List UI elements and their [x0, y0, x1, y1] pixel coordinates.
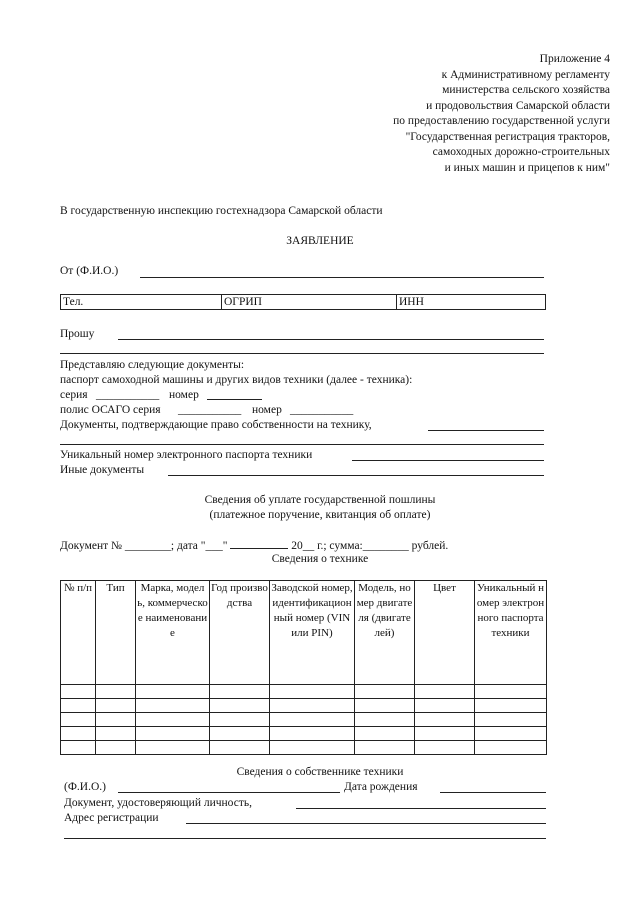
- col-header: Модель, номер двигателя (двигателей): [355, 581, 415, 685]
- header-line: министерства сельского хозяйства: [442, 84, 610, 96]
- col-header: Уникальный номер электронного паспорта техники: [475, 581, 547, 685]
- epassport-field[interactable]: [352, 460, 544, 461]
- header-line: и иных машин и прицепов к ним": [444, 161, 610, 174]
- ownership-text: Документы, подтверждающие право собственности на технику,: [60, 419, 372, 431]
- dob-label: Дата рождения: [344, 781, 418, 793]
- col-header: Год производства: [210, 581, 270, 685]
- id-doc-field[interactable]: [296, 808, 546, 809]
- tech-table: [60, 580, 547, 755]
- date-day-field[interactable]: ___: [205, 540, 223, 552]
- address-label: Адрес регистрации: [64, 812, 159, 824]
- col-header: Заводской номер, идентификационный номер (VIN или PIN): [270, 581, 355, 685]
- sum-field[interactable]: ________: [362, 540, 409, 552]
- date-quote: ": [222, 540, 228, 552]
- doc-no-field[interactable]: ________: [124, 540, 171, 552]
- fee-line: [60, 538, 448, 553]
- box-divider: [221, 295, 222, 309]
- header-line: "Государственная регистрация тракторов,: [405, 130, 610, 143]
- series-field[interactable]: ___________: [96, 389, 160, 401]
- tel-label: Тел.: [63, 296, 84, 308]
- table-row[interactable]: [61, 727, 547, 741]
- date-month-field[interactable]: [230, 538, 288, 549]
- osago-number-label: номер: [252, 404, 282, 416]
- from-field[interactable]: [140, 277, 544, 278]
- id-doc-label: Документ, удостоверяющий личность,: [64, 797, 252, 809]
- from-label: От (Ф.И.О.): [60, 265, 119, 277]
- sum-label: г.; сумма:: [317, 540, 363, 552]
- request-field-2[interactable]: [60, 353, 544, 354]
- number-field[interactable]: [207, 399, 262, 400]
- year-prefix: 20: [291, 540, 303, 552]
- osago-series-field[interactable]: ___________: [178, 404, 242, 416]
- table-row[interactable]: [61, 699, 547, 713]
- tech-heading: Сведения о технике: [271, 553, 369, 565]
- request-label: Прошу: [60, 328, 95, 340]
- table-row[interactable]: [61, 713, 547, 727]
- dob-field[interactable]: [440, 792, 546, 793]
- other-docs-label: Иные документы: [60, 464, 145, 476]
- request-field[interactable]: [118, 339, 544, 340]
- table-row[interactable]: [61, 685, 547, 699]
- address-field[interactable]: [186, 823, 546, 824]
- owner-fio-label: (Ф.И.О.): [64, 781, 106, 793]
- osago-label: полис ОСАГО серия: [60, 404, 161, 416]
- appendix-header: [393, 52, 610, 176]
- ownership-field[interactable]: [428, 430, 544, 431]
- header-line: самоходных дорожно-строительных: [432, 146, 610, 158]
- owner-heading: Сведения о собственнике техники: [236, 766, 404, 778]
- epassport-label: Уникальный номер электронного паспорта техники: [60, 449, 313, 461]
- col-header: Цвет: [415, 581, 475, 685]
- box-divider: [396, 295, 397, 309]
- header-line: по предоставлению государственной услуги: [393, 115, 610, 127]
- year-field[interactable]: __: [302, 540, 315, 552]
- doc-no-label: Документ №: [60, 540, 123, 552]
- header-line: и продовольствия Самарской области: [426, 99, 610, 112]
- fee-subheading: (платежное поручение, квитанция об оплате): [209, 509, 431, 521]
- date-label: ; дата ": [170, 540, 206, 552]
- col-header: Тип: [96, 581, 136, 685]
- page-title: ЗАЯВЛЕНИЕ: [286, 235, 354, 247]
- other-docs-field[interactable]: [168, 475, 544, 476]
- ownership-field-2[interactable]: [60, 444, 544, 445]
- tech-table-header: [61, 581, 547, 685]
- fee-heading: Сведения об уплате государственной пошлины: [204, 494, 436, 506]
- header-line: Приложение 4: [539, 53, 610, 65]
- inn-label: ИНН: [399, 296, 424, 308]
- series-label: серия: [60, 389, 88, 401]
- rub-label: рублей.: [411, 540, 449, 552]
- owner-fio-field[interactable]: [118, 792, 340, 793]
- address-field-2[interactable]: [64, 838, 546, 839]
- contact-box: [60, 294, 546, 310]
- col-header: № п/п: [61, 581, 96, 685]
- ogrip-label: ОГРИП: [224, 296, 262, 308]
- osago-number-field[interactable]: ___________: [290, 404, 354, 416]
- addressee: В государственную инспекцию гостехнадзора Самарской области: [60, 205, 383, 217]
- documents-heading: Представляю следующие документы:: [60, 359, 245, 371]
- col-header: Марка, модель, коммерческое наименование: [136, 581, 210, 685]
- table-row[interactable]: [61, 741, 547, 755]
- header-line: к Административному регламенту: [441, 68, 610, 81]
- passport-text: паспорт самоходной машины и других видов техники (далее - техника):: [60, 374, 413, 386]
- number-label: номер: [169, 389, 199, 401]
